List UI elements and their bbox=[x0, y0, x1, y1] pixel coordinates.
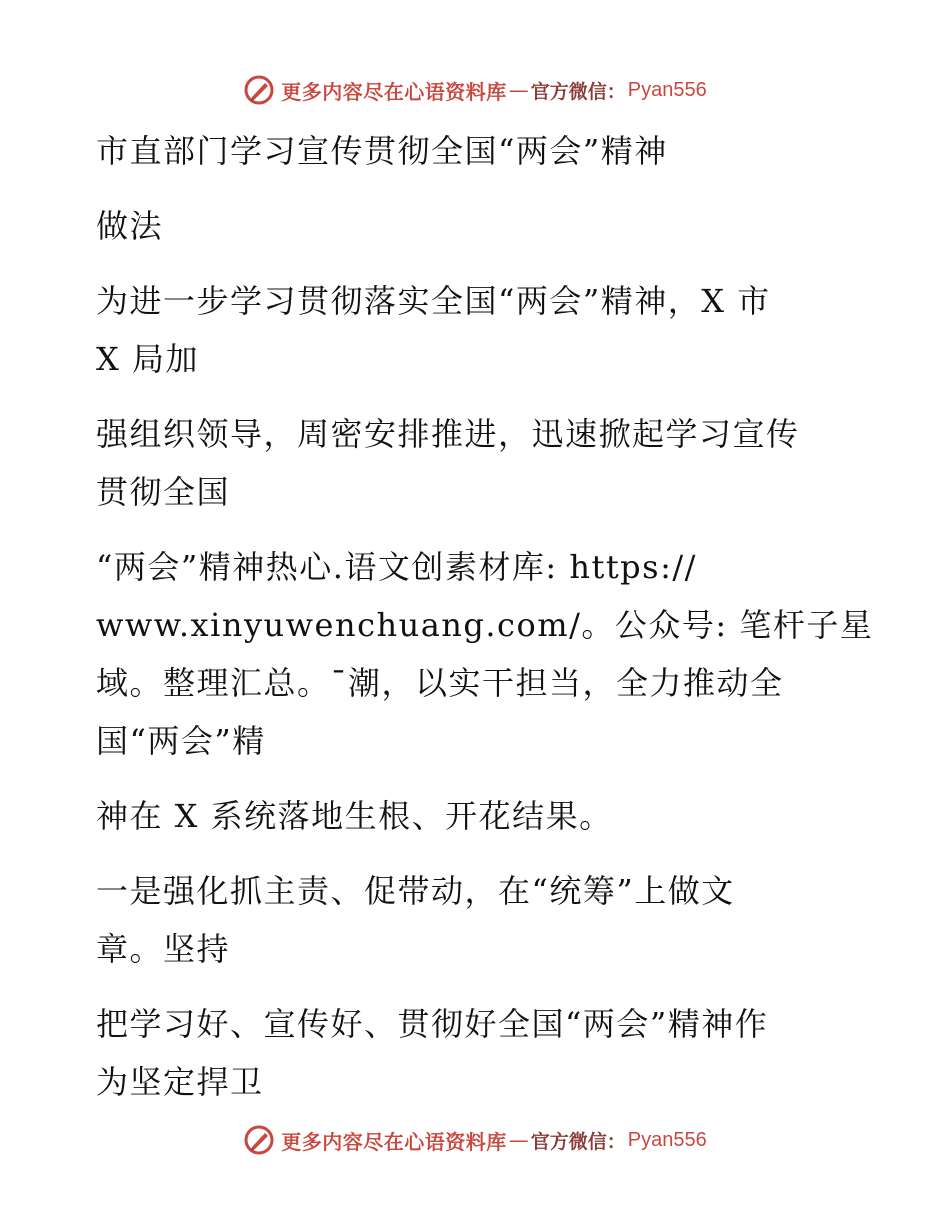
doc-line: 做法 bbox=[96, 207, 164, 245]
doc-line: 把学习好、宣传好、贯彻好全国“两会”精神作 bbox=[96, 1005, 769, 1043]
doc-line: 国“两会”精 bbox=[96, 722, 266, 760]
doc-line: 为进一步学习贯彻落实全国“两会”精神，X 市 bbox=[96, 282, 771, 320]
doc-line: 域。整理汇总。¯潮，以实干担当，全力推动全 bbox=[96, 664, 784, 702]
banner-separator: — bbox=[508, 1128, 529, 1152]
doc-line: 市直部门学习宣传贯彻全国“两会”精神 bbox=[96, 132, 668, 170]
doc-line: 贯彻全国 bbox=[96, 473, 231, 511]
banner-wechat-id: Pyan556 bbox=[627, 1128, 707, 1151]
footer-banner bbox=[0, 1120, 950, 1160]
doc-line: 为坚定捍卫 bbox=[96, 1063, 264, 1101]
banner-wechat-label: 官方微信： bbox=[530, 80, 626, 103]
header-banner bbox=[0, 70, 950, 110]
banner-site-text: 更多内容尽在心语资料库 bbox=[281, 79, 507, 104]
banner-wechat-label: 官方微信： bbox=[530, 1130, 626, 1153]
doc-line: 强组织领导，周密安排推进，迅速掀起学习宣传 bbox=[96, 415, 800, 453]
document-body bbox=[96, 122, 874, 1111]
logo-pen-icon bbox=[243, 1124, 275, 1156]
logo-pen-icon bbox=[243, 74, 275, 106]
doc-line: 章。坚持 bbox=[96, 930, 231, 968]
banner-wechat-id: Pyan556 bbox=[627, 78, 707, 101]
doc-line: “两会”精神热心.语文创素材库: https:// bbox=[96, 548, 697, 586]
doc-line: 一是强化抓主责、促带动，在“统筹”上做文 bbox=[96, 872, 735, 910]
banner-separator: — bbox=[508, 78, 529, 102]
doc-line: X 局加 bbox=[96, 340, 199, 378]
banner-site-text: 更多内容尽在心语资料库 bbox=[281, 1129, 507, 1154]
doc-line: 神在 X 系统落地生根、开花结果。 bbox=[96, 797, 613, 835]
doc-line: www.xinyuwenchuang.com/。公众号: 笔杆子星 bbox=[96, 606, 874, 644]
